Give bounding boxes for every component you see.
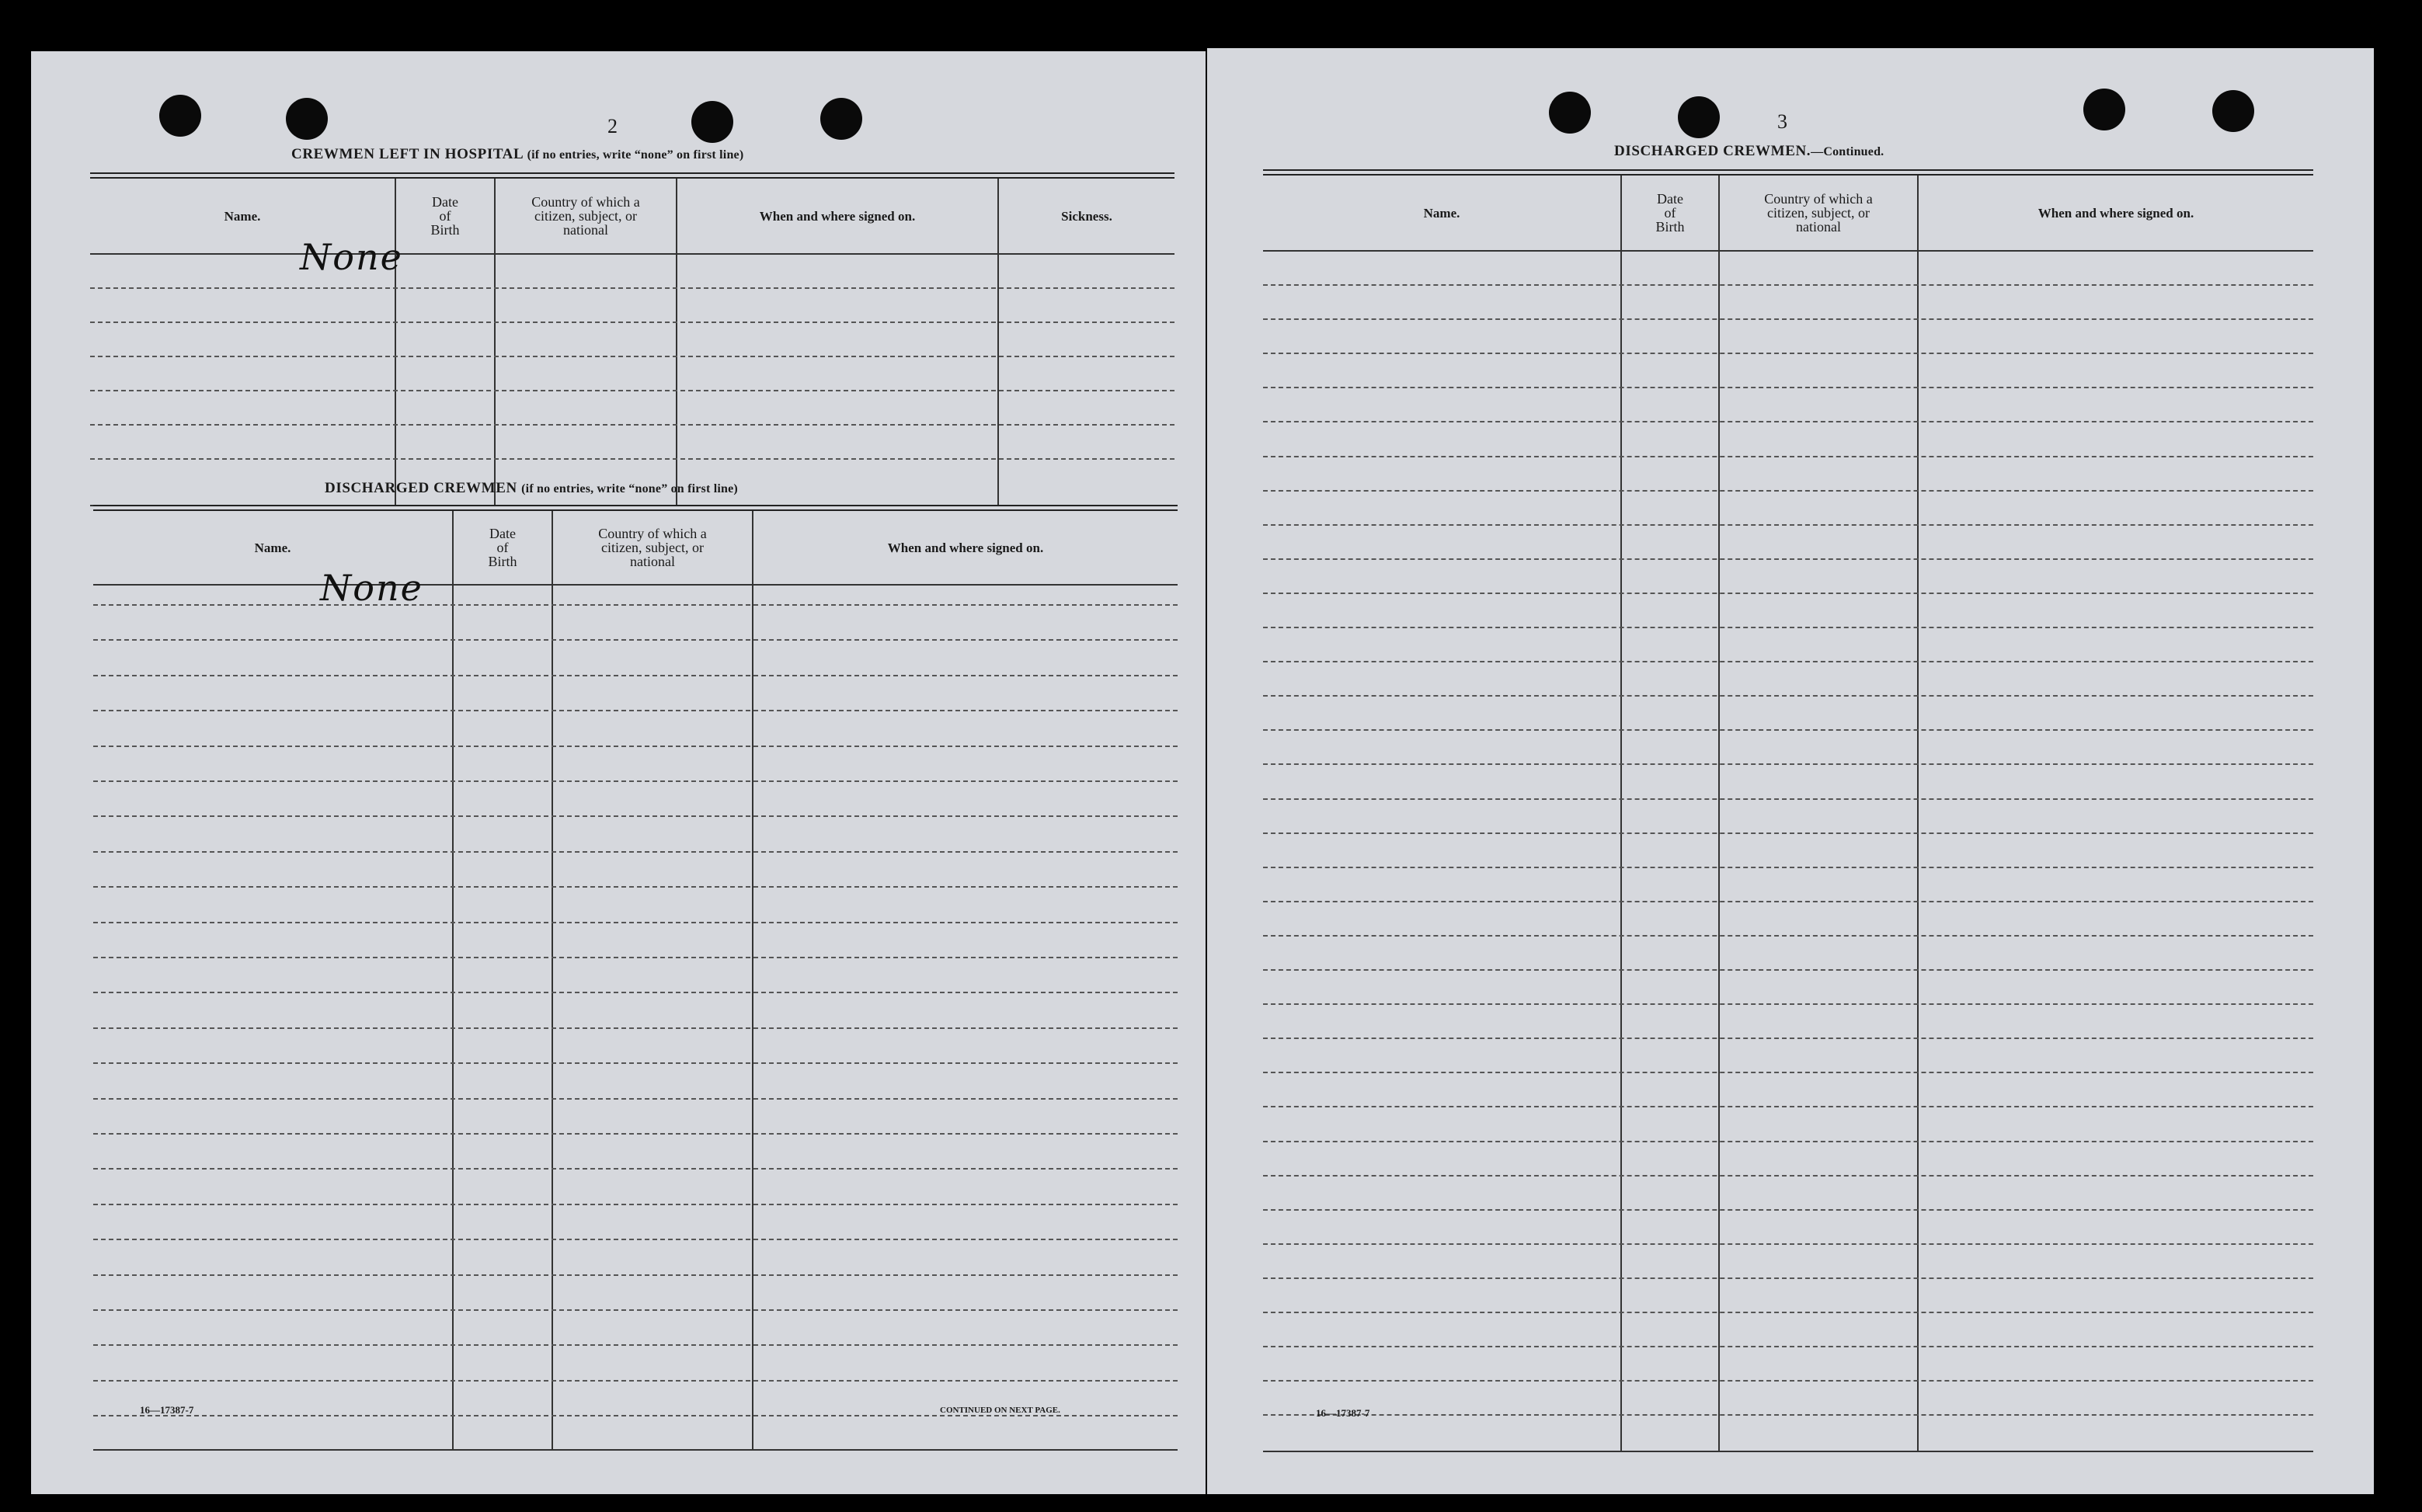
ruled-line bbox=[93, 992, 1178, 993]
ruled-line bbox=[1263, 387, 2313, 388]
ruled-line bbox=[93, 639, 1178, 641]
ruled-line bbox=[1263, 1243, 2313, 1245]
ruled-line bbox=[90, 458, 1174, 460]
ruled-line bbox=[1263, 1072, 2313, 1073]
discharged-continued-title bbox=[1614, 143, 1884, 160]
col-header-signed-on: When and where signed on. bbox=[759, 208, 916, 224]
ruled-line bbox=[1263, 456, 2313, 457]
hospital-instruction: (if no entries, write “none” on first line) bbox=[527, 148, 744, 162]
ruled-line bbox=[1263, 661, 2313, 662]
ruled-line bbox=[93, 746, 1178, 747]
col-header-name: Name. bbox=[1423, 205, 1460, 221]
ruled-line bbox=[1263, 867, 2313, 868]
ruled-line bbox=[90, 424, 1174, 426]
ruled-line bbox=[93, 675, 1178, 676]
ruled-line bbox=[93, 1027, 1178, 1029]
col-header-name: Name. bbox=[224, 208, 261, 224]
hospital-section-title bbox=[291, 146, 743, 163]
discharged-instruction: (if no entries, write “none” on first line) bbox=[521, 482, 738, 495]
punch-hole bbox=[1549, 92, 1591, 134]
ruled-line bbox=[93, 1062, 1178, 1064]
ruled-line bbox=[90, 390, 1174, 391]
ruled-line bbox=[93, 780, 1178, 782]
ruled-line bbox=[1263, 627, 2313, 628]
col-header-country: Country of which a citizen, subject, or national bbox=[598, 526, 707, 569]
ruled-line bbox=[1263, 969, 2313, 971]
ruled-line bbox=[93, 1415, 1178, 1416]
ruled-line bbox=[93, 1204, 1178, 1205]
form-number: 16—17387-7 bbox=[1316, 1407, 1370, 1419]
ruled-line bbox=[93, 886, 1178, 888]
ruled-line bbox=[1263, 1312, 2313, 1313]
punch-hole bbox=[2212, 90, 2254, 132]
punch-hole bbox=[159, 95, 201, 137]
ruled-line bbox=[93, 1274, 1178, 1276]
col-header-name: Name. bbox=[254, 540, 291, 555]
ruled-line bbox=[1263, 1380, 2313, 1382]
page-number: 2 bbox=[607, 115, 618, 137]
ruled-line bbox=[1263, 1175, 2313, 1177]
punch-hole bbox=[2083, 89, 2125, 130]
ruled-line bbox=[90, 356, 1174, 357]
ruled-line bbox=[1263, 901, 2313, 902]
col-header-date-of-birth: Date of Birth bbox=[430, 194, 460, 238]
col-header-sickness: Sickness. bbox=[1061, 208, 1112, 224]
col-header-date-of-birth: Date of Birth bbox=[488, 526, 517, 569]
ruled-line bbox=[1263, 284, 2313, 286]
hospital-table bbox=[90, 172, 1174, 506]
section-title-text: DISCHARGED CREWMEN. bbox=[1614, 143, 1811, 159]
ruled-line bbox=[1263, 798, 2313, 800]
ruled-line bbox=[1263, 421, 2313, 422]
ruled-line bbox=[93, 1239, 1178, 1240]
ruled-line bbox=[90, 322, 1174, 323]
ruled-line bbox=[93, 604, 1178, 606]
ruled-line bbox=[93, 1098, 1178, 1100]
ruled-line bbox=[1263, 353, 2313, 354]
section-title-suffix: —Continued. bbox=[1811, 145, 1884, 158]
ruled-line bbox=[1263, 558, 2313, 560]
col-header-date-of-birth: Date of Birth bbox=[1655, 191, 1685, 235]
ruled-line bbox=[1263, 832, 2313, 834]
ruled-line bbox=[93, 815, 1178, 817]
ruled-line bbox=[93, 1309, 1178, 1311]
col-header-signed-on: When and where signed on. bbox=[2037, 205, 2194, 221]
right-page bbox=[1207, 48, 2374, 1494]
ruled-line bbox=[93, 710, 1178, 711]
punch-hole bbox=[820, 98, 862, 140]
col-header-signed-on: When and where signed on. bbox=[887, 540, 1044, 555]
discharged-title-text: DISCHARGED CREWMEN bbox=[325, 480, 517, 496]
left-page bbox=[31, 51, 1206, 1494]
ruled-line bbox=[1263, 1209, 2313, 1211]
discharged-section-title bbox=[325, 480, 738, 497]
ruled-line bbox=[1263, 318, 2313, 320]
ruled-line bbox=[1263, 1414, 2313, 1416]
punch-hole bbox=[691, 101, 733, 143]
ruled-line bbox=[93, 1168, 1178, 1170]
ruled-line bbox=[1263, 763, 2313, 765]
handwritten-none-hospital: None bbox=[300, 236, 403, 278]
hospital-title-text: CREWMEN LEFT IN HOSPITAL bbox=[291, 146, 524, 162]
ruled-line bbox=[93, 1133, 1178, 1135]
ruled-line bbox=[93, 922, 1178, 923]
ruled-line bbox=[1263, 695, 2313, 697]
ruled-line bbox=[1263, 593, 2313, 594]
col-header-country: Country of which a citizen, subject, or national bbox=[1764, 191, 1873, 235]
discharged-table bbox=[93, 505, 1178, 1451]
ruled-line bbox=[93, 957, 1178, 958]
ruled-line bbox=[1263, 935, 2313, 937]
ruled-line bbox=[1263, 1277, 2313, 1279]
ruled-line bbox=[1263, 1141, 2313, 1142]
ruled-line bbox=[1263, 524, 2313, 526]
form-number: 16—17387-7 bbox=[140, 1404, 194, 1416]
handwritten-none-discharged: None bbox=[320, 567, 423, 609]
ruled-line bbox=[1263, 1106, 2313, 1107]
punch-hole bbox=[1678, 96, 1720, 138]
page-number: 3 bbox=[1777, 110, 1787, 133]
ruled-line bbox=[1263, 490, 2313, 492]
discharged-continued-table bbox=[1263, 169, 2313, 1452]
ruled-line bbox=[90, 287, 1174, 289]
ruled-line bbox=[1263, 729, 2313, 731]
ruled-line bbox=[1263, 1346, 2313, 1347]
ruled-line bbox=[1263, 1003, 2313, 1005]
ruled-line bbox=[93, 1344, 1178, 1346]
ruled-line bbox=[93, 1380, 1178, 1382]
col-header-country: Country of which a citizen, subject, or national bbox=[531, 194, 640, 238]
continued-note: CONTINUED ON NEXT PAGE. bbox=[940, 1406, 1060, 1415]
ruled-line bbox=[1263, 1038, 2313, 1039]
ruled-line bbox=[93, 851, 1178, 853]
punch-hole bbox=[286, 98, 328, 140]
